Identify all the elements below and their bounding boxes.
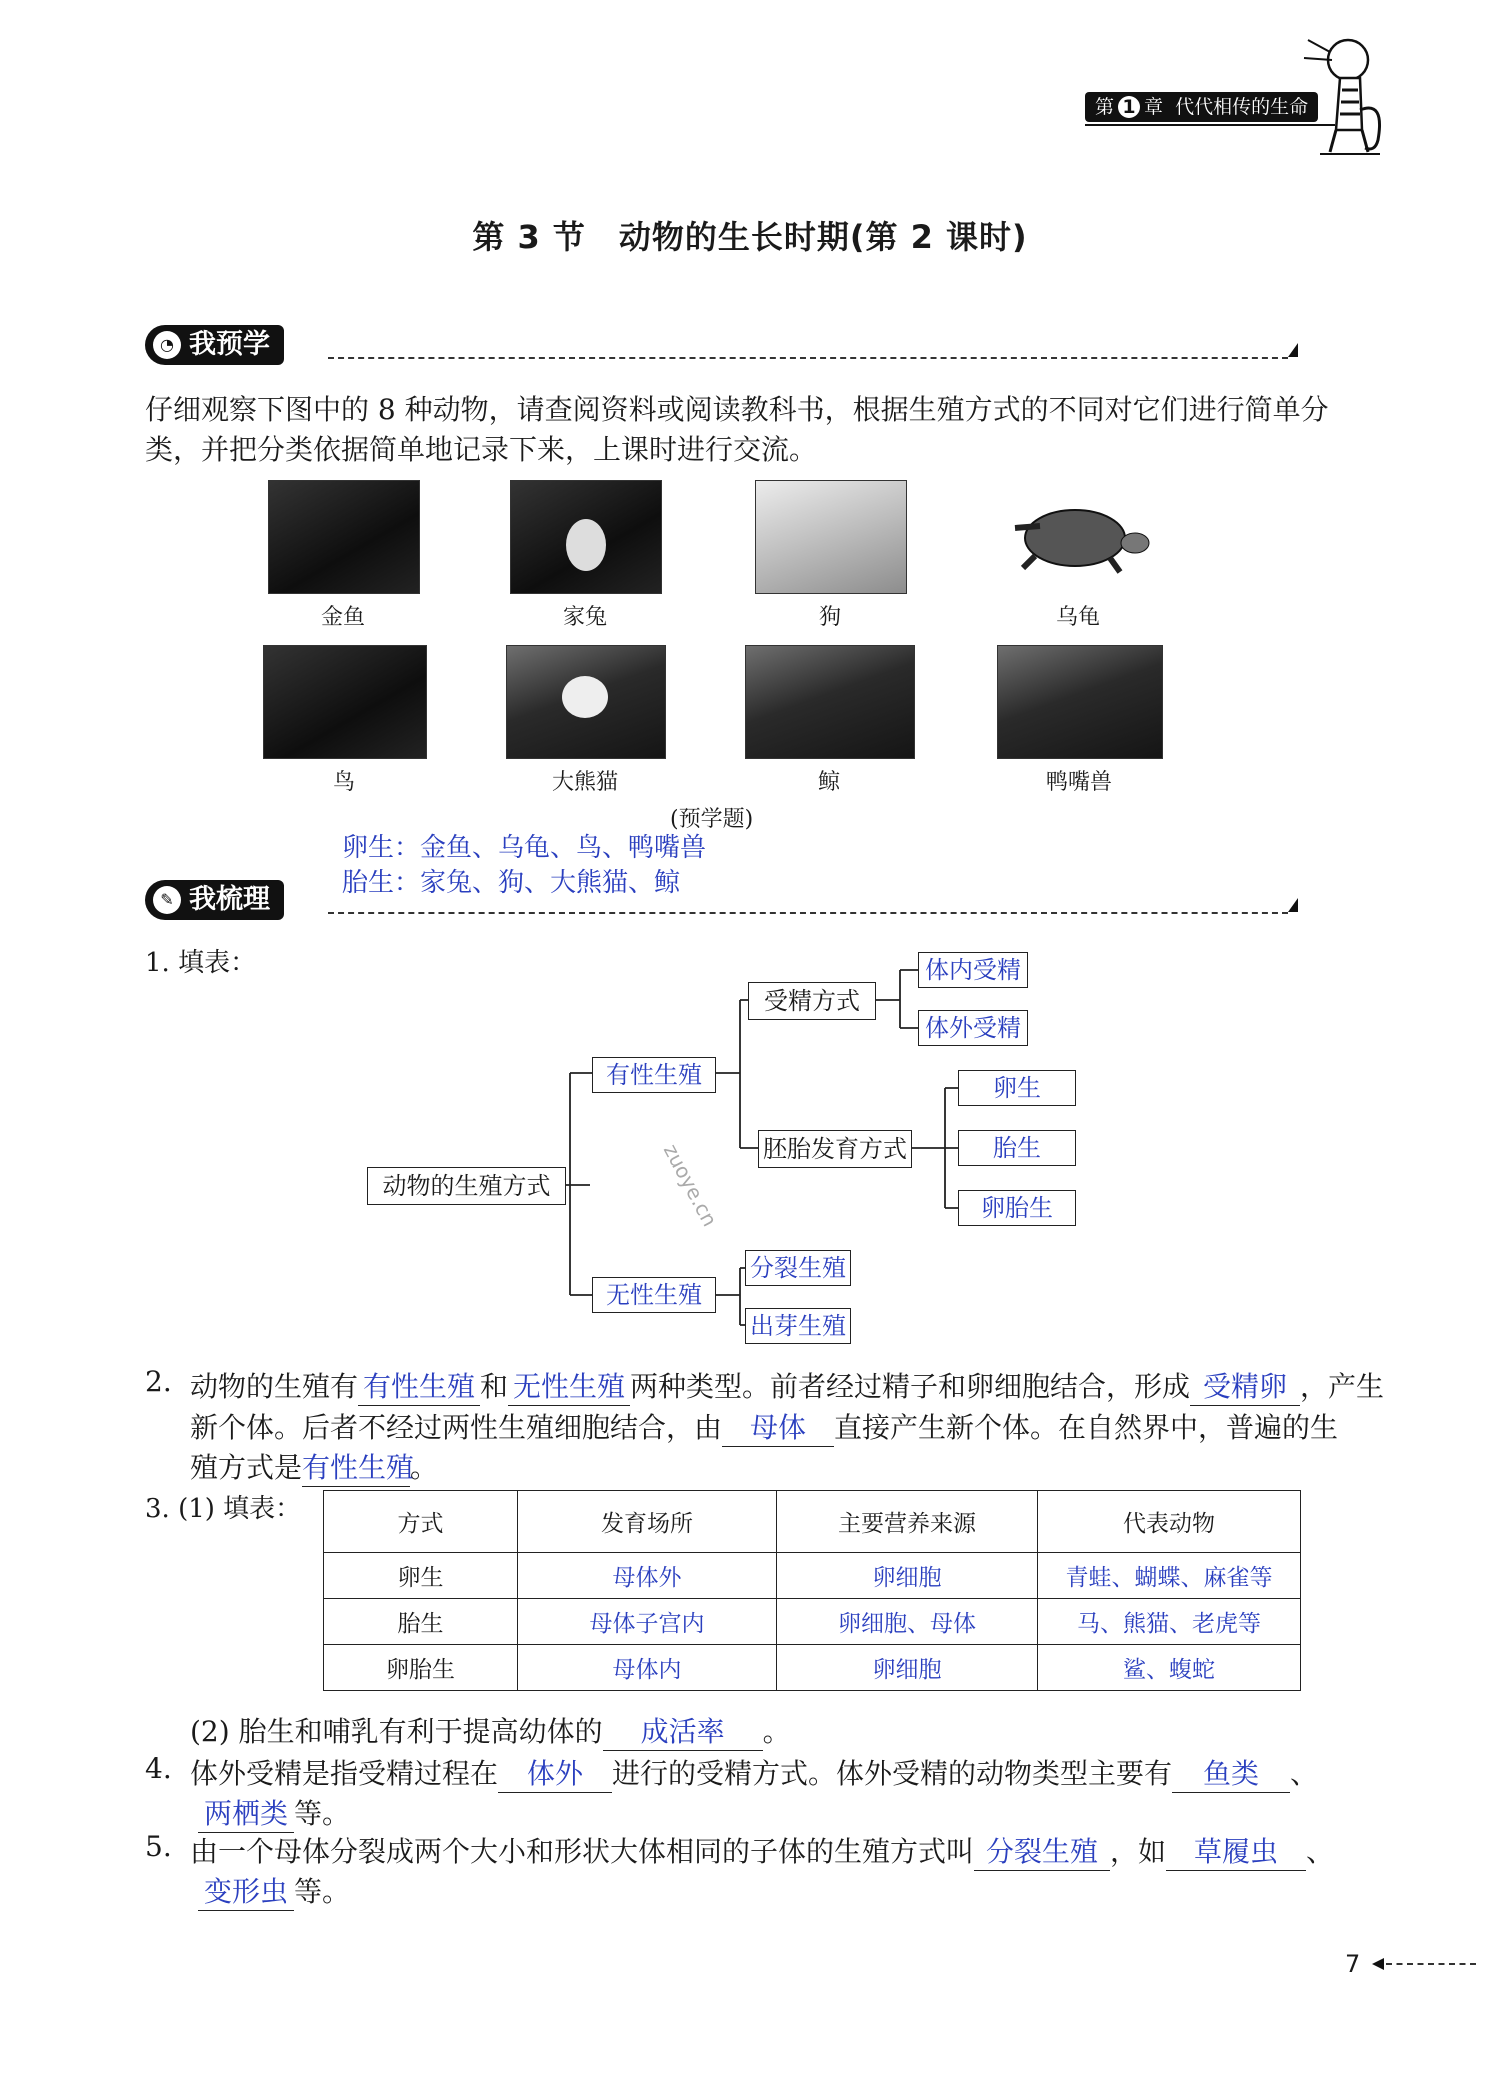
q5-answer-3: 变形虫 [198,1870,294,1911]
table-cell: 卵生 [324,1553,518,1599]
table-header: 方式 [324,1491,518,1553]
preview-caption: (预学题) [670,807,754,832]
q2-num: 2. [145,1365,172,1398]
tree-node-asexual: 无性生殖 [592,1277,716,1313]
table-cell: 马、熊猫、老虎等 [1038,1599,1301,1645]
tree-node-fission: 分裂生殖 [745,1250,851,1286]
q5-answer-2: 草履虫 [1166,1830,1306,1871]
q2-text-5: 新个体。后者不经过两性生殖细胞结合，由 [190,1411,723,1444]
review-banner-label: 我梳理 [189,884,270,915]
animal-label-dog: 狗 [818,605,841,630]
table-cell: 鲨、蝮蛇 [1038,1645,1301,1691]
tree-node-root: 动物的生殖方式 [367,1167,566,1205]
q4-text-3: 、 [1290,1757,1319,1790]
q3-part2-end: 。 [762,1715,791,1748]
tree-node-oviparity: 卵生 [958,1070,1076,1106]
section-title: 第 3 节 动物的生长时期(第 2 课时) [472,218,1028,256]
animal-label-whale: 鲸 [817,770,840,795]
table-cell: 母体内 [518,1645,777,1691]
table-cell: 母体外 [518,1553,777,1599]
table-cell: 卵细胞 [777,1553,1038,1599]
q3-part2-answer: 成活率 [603,1710,763,1751]
q2-answer-1: 有性生殖 [358,1365,480,1406]
q4-text-4: 等。 [294,1797,351,1830]
q2-text-7: 殖方式是 [190,1451,303,1484]
q4-answer-2: 鱼类 [1172,1752,1290,1793]
preview-answer-oviparous: 卵生：金鱼、乌龟、鸟、鸭嘴兽 [342,833,707,863]
q4-text-1: 体外受精是指受精过程在 [190,1757,499,1790]
q2-answer-3: 受精卵 [1190,1365,1300,1406]
tree-node-external: 体外受精 [918,1010,1028,1046]
preview-instruction-2: 类，并把分类依据简单地记录下来，上课时进行交流。 [145,433,818,466]
q2-answer-5: 有性生殖 [302,1446,410,1487]
q2-text-8: 。 [410,1451,439,1484]
q3-table [323,1490,1301,1691]
page-number-arrow-icon [1372,1958,1384,1970]
preview-banner-label: 我预学 [189,329,270,360]
table-cell: 卵胎生 [324,1645,518,1691]
table-cell: 胎生 [324,1599,518,1645]
table-row [324,1599,1301,1645]
q5-line-1 [190,1830,1334,1871]
animal-label-goldfish: 金鱼 [320,605,365,630]
animal-label-platypus: 鸭嘴兽 [1045,770,1112,795]
table-row [324,1645,1301,1691]
page-number: 7 [1345,1950,1361,1978]
q5-line-2 [198,1870,350,1911]
q2-text-2: 和 [480,1370,509,1403]
q3-part2-text: (2) 胎生和哺乳有利于提高幼体的 [190,1715,603,1748]
preview-instruction-1: 仔细观察下图中的 8 种动物，请查阅资料或阅读教科书，根据生殖方式的不同对它们进行简单分 [145,393,1329,426]
table-header: 代表动物 [1038,1491,1301,1553]
review-banner-icon: ✎ [153,886,181,914]
q5-text-1: 由一个母体分裂成两个大小和形状大体相同的子体的生殖方式叫 [190,1835,975,1868]
q5-text-4: 等。 [294,1875,351,1908]
tree-node-budding: 出芽生殖 [745,1308,851,1344]
chapter-prefix: 第 [1095,96,1115,118]
table-cell: 卵细胞、母体 [777,1599,1038,1645]
q2-text-6: 直接产生新个体。在自然界中，普遍的生 [834,1411,1339,1444]
table-row [324,1553,1301,1599]
animal-label-panda: 大熊猫 [551,770,618,795]
tree-node-embryo: 胚胎发育方式 [758,1130,912,1168]
q4-line-2 [198,1792,350,1833]
q3-label: 3. (1) 填表： [145,1494,302,1524]
q5-answer-1: 分裂生殖 [974,1830,1110,1871]
preview-banner-icon: ◔ [153,331,181,359]
table-header: 主要营养来源 [777,1491,1038,1553]
q1-label: 1. 填表： [145,948,257,978]
animal-label-rabbit: 家兔 [562,605,607,630]
chapter-title: 代代相传的生命 [1175,96,1309,118]
table-cell: 母体子宫内 [518,1599,777,1645]
table-header: 发育场所 [518,1491,777,1553]
q4-line-1 [190,1752,1318,1793]
q2-text-1: 动物的生殖有 [190,1370,359,1403]
animal-label-bird: 鸟 [332,770,355,795]
q2-line-2 [190,1406,1338,1447]
q2-text-4: ，产生 [1300,1370,1385,1403]
q2-answer-2: 无性生殖 [508,1365,630,1406]
q4-num: 4. [145,1752,172,1785]
chapter-suffix: 章 [1144,96,1164,118]
table-cell: 卵细胞 [777,1645,1038,1691]
q4-text-2: 进行的受精方式。体外受精的动物类型主要有 [612,1757,1173,1790]
page-number-dash [1386,1963,1476,1965]
table-cell: 青蛙、蝴蝶、麻雀等 [1038,1553,1301,1599]
tree-node-ovoviviparity: 卵胎生 [958,1190,1076,1226]
preview-answer-viviparous: 胎生：家兔、狗、大熊猫、鲸 [342,868,681,898]
q2-line-1 [190,1365,1384,1406]
animal-label-turtle: 乌龟 [1055,605,1100,630]
watermark: zuoye.cn [658,1140,723,1231]
tree-node-sexual: 有性生殖 [592,1057,716,1093]
q5-num: 5. [145,1830,172,1863]
q4-answer-1: 体外 [498,1752,612,1793]
chapter-number: 1 [1118,96,1140,118]
tree-node-fertilization: 受精方式 [748,982,876,1020]
q5-text-3: 、 [1306,1835,1335,1868]
q2-text-3: 两种类型。前者经过精子和卵细胞结合，形成 [630,1370,1191,1403]
q2-answer-4: 母体 [722,1406,834,1447]
q2-line-3 [190,1446,438,1487]
q4-answer-3: 两栖类 [198,1792,294,1833]
q3-part2 [190,1710,791,1751]
tree-node-viviparity: 胎生 [958,1130,1076,1166]
q5-text-2: ，如 [1110,1835,1167,1868]
tree-node-internal: 体内受精 [918,952,1028,988]
